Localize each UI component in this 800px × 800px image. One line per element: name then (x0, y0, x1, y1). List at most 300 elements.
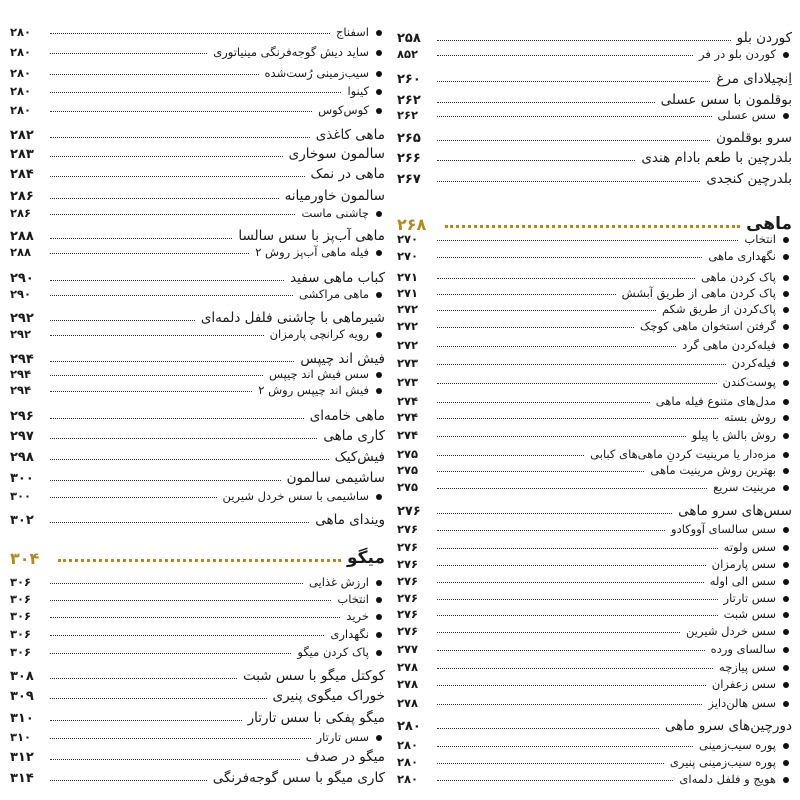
bullet-icon (783, 291, 789, 297)
bullet-icon (376, 332, 382, 338)
dot-leader (50, 214, 295, 215)
bullet-icon (376, 614, 382, 620)
entry-title (699, 738, 792, 752)
page-number: ۲۸۰ (397, 772, 419, 786)
entry-title (201, 310, 385, 326)
entry-title-text: سس پارمزان (711, 557, 776, 571)
page-number: ۳۱۰ (10, 730, 32, 744)
toc-entry (10, 228, 385, 244)
bullet-icon (376, 650, 382, 656)
entry-title (699, 47, 792, 61)
toc-entry (10, 146, 385, 162)
toc-entry (10, 428, 385, 444)
dot-leader (437, 40, 731, 41)
page-number: ۲۷۷ (397, 642, 419, 656)
entry-title (724, 591, 792, 605)
dot-leader (437, 704, 702, 705)
bullet-icon (376, 71, 382, 77)
toc-subentry (10, 327, 385, 341)
page-number: ۳۰۶ (10, 575, 32, 589)
bullet-icon (783, 579, 789, 585)
entry-title-text: خوراک میگوی پنیری (272, 688, 385, 704)
entry-title (273, 688, 385, 704)
toc-chapter-heading (10, 548, 385, 568)
entry-title (712, 557, 792, 571)
entry-title-text: ساید دیش گوجه‌فرنگی مینیاتوری (213, 45, 369, 59)
page-number: ۳۰۸ (10, 669, 34, 684)
entry-title (316, 127, 385, 143)
entry-title (641, 150, 792, 166)
dot-leader (437, 102, 655, 103)
page-number: ۲۸۰ (397, 755, 419, 769)
entry-title (724, 410, 792, 424)
entry-title (269, 367, 385, 381)
dot-leader (437, 310, 656, 311)
entry-title (213, 45, 385, 59)
entry-title-text: مرینیت سریع (713, 480, 776, 494)
entry-title-text: ساشیمی با سس خردل شیرین (222, 489, 369, 503)
entry-title (318, 103, 385, 117)
toc-entry (10, 668, 385, 684)
page-number: ۲۹۲ (10, 327, 32, 341)
toc-subentry (10, 103, 385, 117)
toc-subentry (397, 624, 792, 638)
entry-title-text: سس تارتار (316, 730, 369, 744)
dot-leader (50, 678, 237, 679)
dot-leader (437, 548, 718, 549)
bullet-icon (783, 596, 789, 602)
dot-leader (437, 513, 672, 514)
page-number: ۲۹۰ (10, 271, 34, 286)
dot-leader (50, 361, 294, 362)
toc-entry (397, 71, 792, 87)
bullet-icon (783, 343, 789, 349)
page-number: ۲۸۸ (10, 245, 32, 259)
entry-title (300, 351, 385, 367)
entry-title (719, 660, 792, 674)
dot-leader (50, 759, 300, 760)
toc-entry (10, 512, 385, 528)
toc-subentry (397, 447, 792, 461)
entry-title-text: سس شبت (723, 607, 776, 621)
entry-title (265, 66, 385, 80)
entry-title (713, 480, 792, 494)
entry-title-text: پاک کردن ماهی از طریق آبشش (621, 286, 776, 300)
entry-title-text: ماهی (746, 214, 792, 234)
page-number: ۲۷۶ (397, 504, 421, 519)
bullet-icon (783, 307, 789, 313)
page-number: ۲۷۵ (397, 463, 419, 477)
entry-title (311, 166, 385, 182)
entry-title (711, 642, 792, 656)
entry-title (309, 575, 385, 589)
toc-subentry (397, 232, 792, 246)
bullet-icon (783, 545, 789, 551)
dot-leader (437, 346, 676, 347)
toc-subentry (397, 642, 792, 656)
dot-leader (58, 559, 341, 562)
entry-title (301, 206, 385, 220)
toc-entry (10, 449, 385, 465)
entry-title (732, 356, 792, 370)
dot-leader (50, 600, 331, 601)
page-number: ۲۷۶ (397, 624, 419, 638)
dot-leader (50, 698, 267, 699)
toc-entry (10, 166, 385, 182)
entry-title-text: کباب ماهی سفید (290, 270, 385, 286)
entry-title (243, 668, 385, 684)
dot-leader (437, 140, 710, 141)
bullet-icon (783, 682, 789, 688)
page-number: ۳۰۹ (10, 689, 34, 704)
dot-leader (437, 160, 635, 161)
entry-title-text: میگو پفکی با سس تارتار (247, 710, 385, 726)
page-number: ۲۹۰ (10, 287, 32, 301)
entry-title-text: کوس‌کوس (318, 103, 369, 117)
page-number: ۲۸۰ (10, 84, 32, 98)
dot-leader (50, 33, 330, 34)
toc-subentry (397, 522, 792, 536)
page-number: ۳۱۴ (10, 771, 34, 786)
toc-subentry (10, 367, 385, 381)
entry-title-text: پوست‌کندن (722, 375, 776, 389)
toc-subentry (397, 607, 792, 621)
toc-subentry (397, 696, 792, 710)
bullet-icon (783, 665, 789, 671)
entry-title-text: سس سالسای آووکادو (671, 522, 776, 536)
entry-title-text: ماهی آب‌پز با سس سالسا (238, 228, 385, 244)
bullet-icon (783, 452, 789, 458)
toc-subentry (10, 730, 385, 744)
entry-title (335, 449, 385, 465)
entry-title (661, 92, 792, 108)
toc-subentry (397, 394, 792, 408)
entry-title (238, 228, 385, 244)
page-number: ۲۹۶ (10, 409, 34, 424)
bullet-icon (376, 108, 382, 114)
entry-title (670, 755, 792, 769)
page-number: ۲۵۸ (397, 31, 421, 46)
entry-title-text: ماهی مراکشی (299, 287, 369, 301)
dot-leader (437, 418, 718, 419)
entry-title-text: سالسای ورده (710, 642, 776, 656)
bullet-icon (783, 562, 789, 568)
toc-entry (10, 188, 385, 204)
toc-entry (397, 92, 792, 108)
toc-subentry (397, 249, 792, 263)
entry-title (686, 624, 792, 638)
page-number: ۲۸۰ (397, 738, 419, 752)
toc-subentry (397, 319, 792, 333)
entry-title-text: سالمون سوخاری (288, 146, 385, 162)
entry-title-text: پاک‌کردن از طریق شکم (661, 302, 776, 316)
entry-title (706, 171, 792, 187)
toc-entry (10, 688, 385, 704)
dot-leader (50, 459, 329, 460)
dot-leader (445, 225, 740, 228)
toc-subentry (397, 302, 792, 316)
dot-leader (50, 375, 263, 376)
toc-subentry (397, 755, 792, 769)
page-number: ۲۷۵ (397, 447, 419, 461)
bullet-icon (783, 777, 789, 783)
toc-subentry (10, 245, 385, 259)
dot-leader (50, 295, 293, 296)
toc-subentry (10, 609, 385, 623)
page-number: ۳۰۶ (10, 645, 32, 659)
bullet-icon (783, 760, 789, 766)
page-number: ۲۶۸ (397, 215, 427, 234)
entry-title-text: سرو بوقلمون (716, 130, 792, 146)
entry-title (590, 447, 792, 461)
dot-leader (437, 632, 680, 633)
page-number: ۳۰۶ (10, 592, 32, 606)
toc-subentry (10, 45, 385, 59)
entry-title-text: ساشیمی سالمون (286, 470, 385, 486)
entry-title (710, 574, 792, 588)
bullet-icon (783, 629, 789, 635)
entry-title-text: پاک کردن میگو (297, 645, 369, 659)
toc-subentry (10, 84, 385, 98)
toc-subentry (397, 540, 792, 554)
entry-title (317, 730, 385, 744)
page-number: ۲۸۰ (10, 103, 32, 117)
page-number: ۲۸۶ (10, 206, 32, 220)
entry-title (285, 188, 385, 204)
dot-leader (437, 402, 650, 403)
entry-title-text: پوره سیب‌زمینی (698, 738, 776, 752)
page-number: ۲۷۶ (397, 591, 419, 605)
bullet-icon (376, 50, 382, 56)
page-number: ۲۷۶ (397, 607, 419, 621)
bullet-icon (376, 211, 382, 217)
dot-leader (437, 615, 718, 616)
toc-entry (10, 127, 385, 143)
dot-leader (437, 81, 710, 82)
entry-title-text: نگهداری (330, 627, 369, 641)
entry-title-text: میگو در صدف (305, 749, 385, 765)
entry-title-text: ماهی کاغذی (315, 127, 385, 143)
toc-subentry (397, 286, 792, 300)
entry-title-text: ماهی در نمک (310, 166, 385, 182)
entry-title (737, 30, 792, 46)
entry-title-text: اسفناج (335, 25, 369, 39)
toc-subentry (397, 772, 792, 786)
entry-title (701, 270, 792, 284)
dot-leader (50, 780, 207, 781)
page-number: ۳۰۰ (10, 489, 32, 503)
entry-title-text: سس زعفران (711, 677, 776, 691)
entry-title (213, 770, 385, 786)
dot-leader (50, 583, 303, 584)
bullet-icon (376, 632, 382, 638)
page-number: ۲۶۵ (397, 131, 421, 146)
bullet-icon (376, 580, 382, 586)
dot-leader (50, 320, 195, 321)
bullet-icon (376, 597, 382, 603)
dot-leader (437, 763, 664, 764)
dot-leader (437, 728, 659, 729)
page-number: ۳۰۶ (10, 627, 32, 641)
dot-leader (50, 738, 311, 739)
entry-title (306, 749, 385, 765)
entry-title-text: نگهداری ماهی (708, 249, 776, 263)
toc-entry (10, 408, 385, 424)
page-number: ۲۷۲ (397, 319, 419, 333)
bullet-icon (783, 380, 789, 386)
dot-leader (437, 383, 717, 384)
entry-title-text: فیش‌کیک (334, 449, 385, 465)
entry-title (692, 428, 792, 442)
entry-title-text: مدل‌های متنوع فیله ماهی (655, 394, 776, 408)
dot-leader (437, 240, 738, 241)
dot-leader (50, 74, 259, 75)
entry-title (330, 627, 385, 641)
bullet-icon (783, 361, 789, 367)
entry-title (712, 677, 792, 691)
page-number: ۳۱۰ (10, 711, 34, 726)
page-number: ۲۹۴ (10, 367, 32, 381)
entry-title (336, 25, 385, 39)
entry-title-text: پاک کردن ماهی (700, 270, 776, 284)
toc-entry (10, 749, 385, 765)
entry-title-text: بلدرچین کنجدی (706, 171, 792, 187)
page-number: ۲۹۸ (10, 450, 34, 465)
entry-title (716, 71, 792, 87)
bullet-icon (783, 433, 789, 439)
toc-entry (397, 130, 792, 146)
page-number: ۲۸۰ (397, 719, 421, 734)
entry-title-text: فیله‌کردن (731, 356, 776, 370)
page-number: ۲۸۶ (10, 189, 34, 204)
toc-subentry (397, 677, 792, 691)
dot-leader (437, 650, 705, 651)
dot-leader (437, 668, 713, 669)
entry-title (310, 408, 385, 424)
entry-title (678, 503, 792, 519)
toc-subentry (10, 383, 385, 397)
entry-title-text: دورچین‌های سرو ماهی (664, 718, 792, 734)
bullet-icon (783, 468, 789, 474)
entry-title-text: سس تارتار (723, 591, 776, 605)
entry-title (287, 470, 385, 486)
entry-title-text: اِنچیلادای مرغ (716, 71, 792, 87)
bullet-icon (783, 647, 789, 653)
page-number: ۲۷۶ (397, 557, 419, 571)
bullet-icon (783, 237, 789, 243)
page-number: ۸۵۲ (397, 47, 419, 61)
dot-leader (50, 720, 242, 721)
toc-entry (10, 310, 385, 326)
toc-entry (10, 770, 385, 786)
entry-title-text: گرفتن استخوان ماهی کوچک (640, 319, 776, 333)
entry-title-text: کاری میگو با سس گوجه‌فرنگی (212, 770, 385, 786)
toc-entry (397, 718, 792, 734)
dot-leader (50, 156, 283, 157)
entry-title-text: پوره سیب‌زمینی پنیری (669, 755, 776, 769)
entry-title (299, 287, 385, 301)
toc-subentry (10, 206, 385, 220)
dot-leader (50, 617, 340, 618)
entry-title-text: کوردن بلو در فر (699, 47, 776, 61)
entry-title-text: روش بسته (724, 410, 776, 424)
page-number: ۲۷۲ (397, 302, 419, 316)
entry-title (270, 327, 385, 341)
toc-subentry (397, 557, 792, 571)
entry-title-text: فیله ماهی آب‌پز روش ۲ (255, 245, 369, 259)
page-number: ۲۷۴ (397, 394, 419, 408)
entry-title-text: کوردن بلو (736, 30, 792, 46)
dot-leader (437, 530, 665, 531)
entry-title (744, 232, 792, 246)
toc-subentry (397, 428, 792, 442)
dot-leader (437, 294, 616, 295)
entry-title-text: ارزش غذایی (308, 575, 369, 589)
bullet-icon (783, 254, 789, 260)
dot-leader (50, 253, 249, 254)
entry-title (290, 270, 385, 286)
bullet-icon (783, 275, 789, 281)
bullet-icon (783, 52, 789, 58)
bullet-icon (783, 743, 789, 749)
page-number: ۲۶۰ (397, 72, 421, 87)
page-number: ۳۰۰ (10, 471, 34, 486)
page-number: ۲۷۳ (397, 375, 419, 389)
toc-subentry (397, 738, 792, 752)
bullet-icon (376, 30, 382, 36)
entry-title-text: ویندای ماهی (315, 512, 385, 528)
dot-leader (437, 181, 700, 182)
bullet-icon (376, 388, 382, 394)
page-number: ۲۷۸ (397, 696, 419, 710)
entry-title-text: انتخاب (744, 232, 776, 246)
page-number: ۲۷۶ (397, 540, 419, 554)
page-number: ۲۹۴ (10, 383, 32, 397)
entry-title-text: فیش اند چیپس (300, 351, 385, 367)
page-number: ۲۶۷ (397, 172, 421, 187)
toc-subentry (397, 356, 792, 370)
bullet-icon (783, 324, 789, 330)
dot-leader (50, 92, 341, 93)
dot-leader (50, 335, 264, 336)
dot-leader (50, 53, 207, 54)
entry-title (650, 463, 792, 477)
entry-title-text: رویه کرانچی پارمزان (269, 327, 369, 341)
entry-title-text: ماهی خامه‌ای (309, 408, 385, 424)
bullet-icon (376, 372, 382, 378)
entry-title (347, 84, 385, 98)
toc-entry (10, 270, 385, 286)
toc-subentry (10, 575, 385, 589)
page-number: ۲۸۸ (10, 229, 34, 244)
page-number: ۳۰۴ (10, 549, 40, 568)
entry-title-text: هویج و فلفل دلمه‌ای (679, 772, 776, 786)
chapter-title (347, 548, 385, 568)
entry-title-text: سس خردل شیرین (686, 624, 776, 638)
dot-leader (50, 635, 324, 636)
entry-title (679, 772, 792, 786)
chapter-title (746, 214, 792, 234)
entry-title-text: فیش اند چیپس روش ۲ (258, 383, 369, 397)
page-number: ۲۷۳ (397, 356, 419, 370)
dot-leader (437, 471, 644, 472)
page-number: ۲۷۸ (397, 677, 419, 691)
entry-title-text: سس عسلی (717, 108, 776, 122)
entry-title-text: مزه‌دار یا مرینیت کردنِ ماهی‌های کبابی (590, 447, 776, 461)
bullet-icon (783, 612, 789, 618)
dot-leader (437, 746, 693, 747)
dot-leader (437, 455, 584, 456)
